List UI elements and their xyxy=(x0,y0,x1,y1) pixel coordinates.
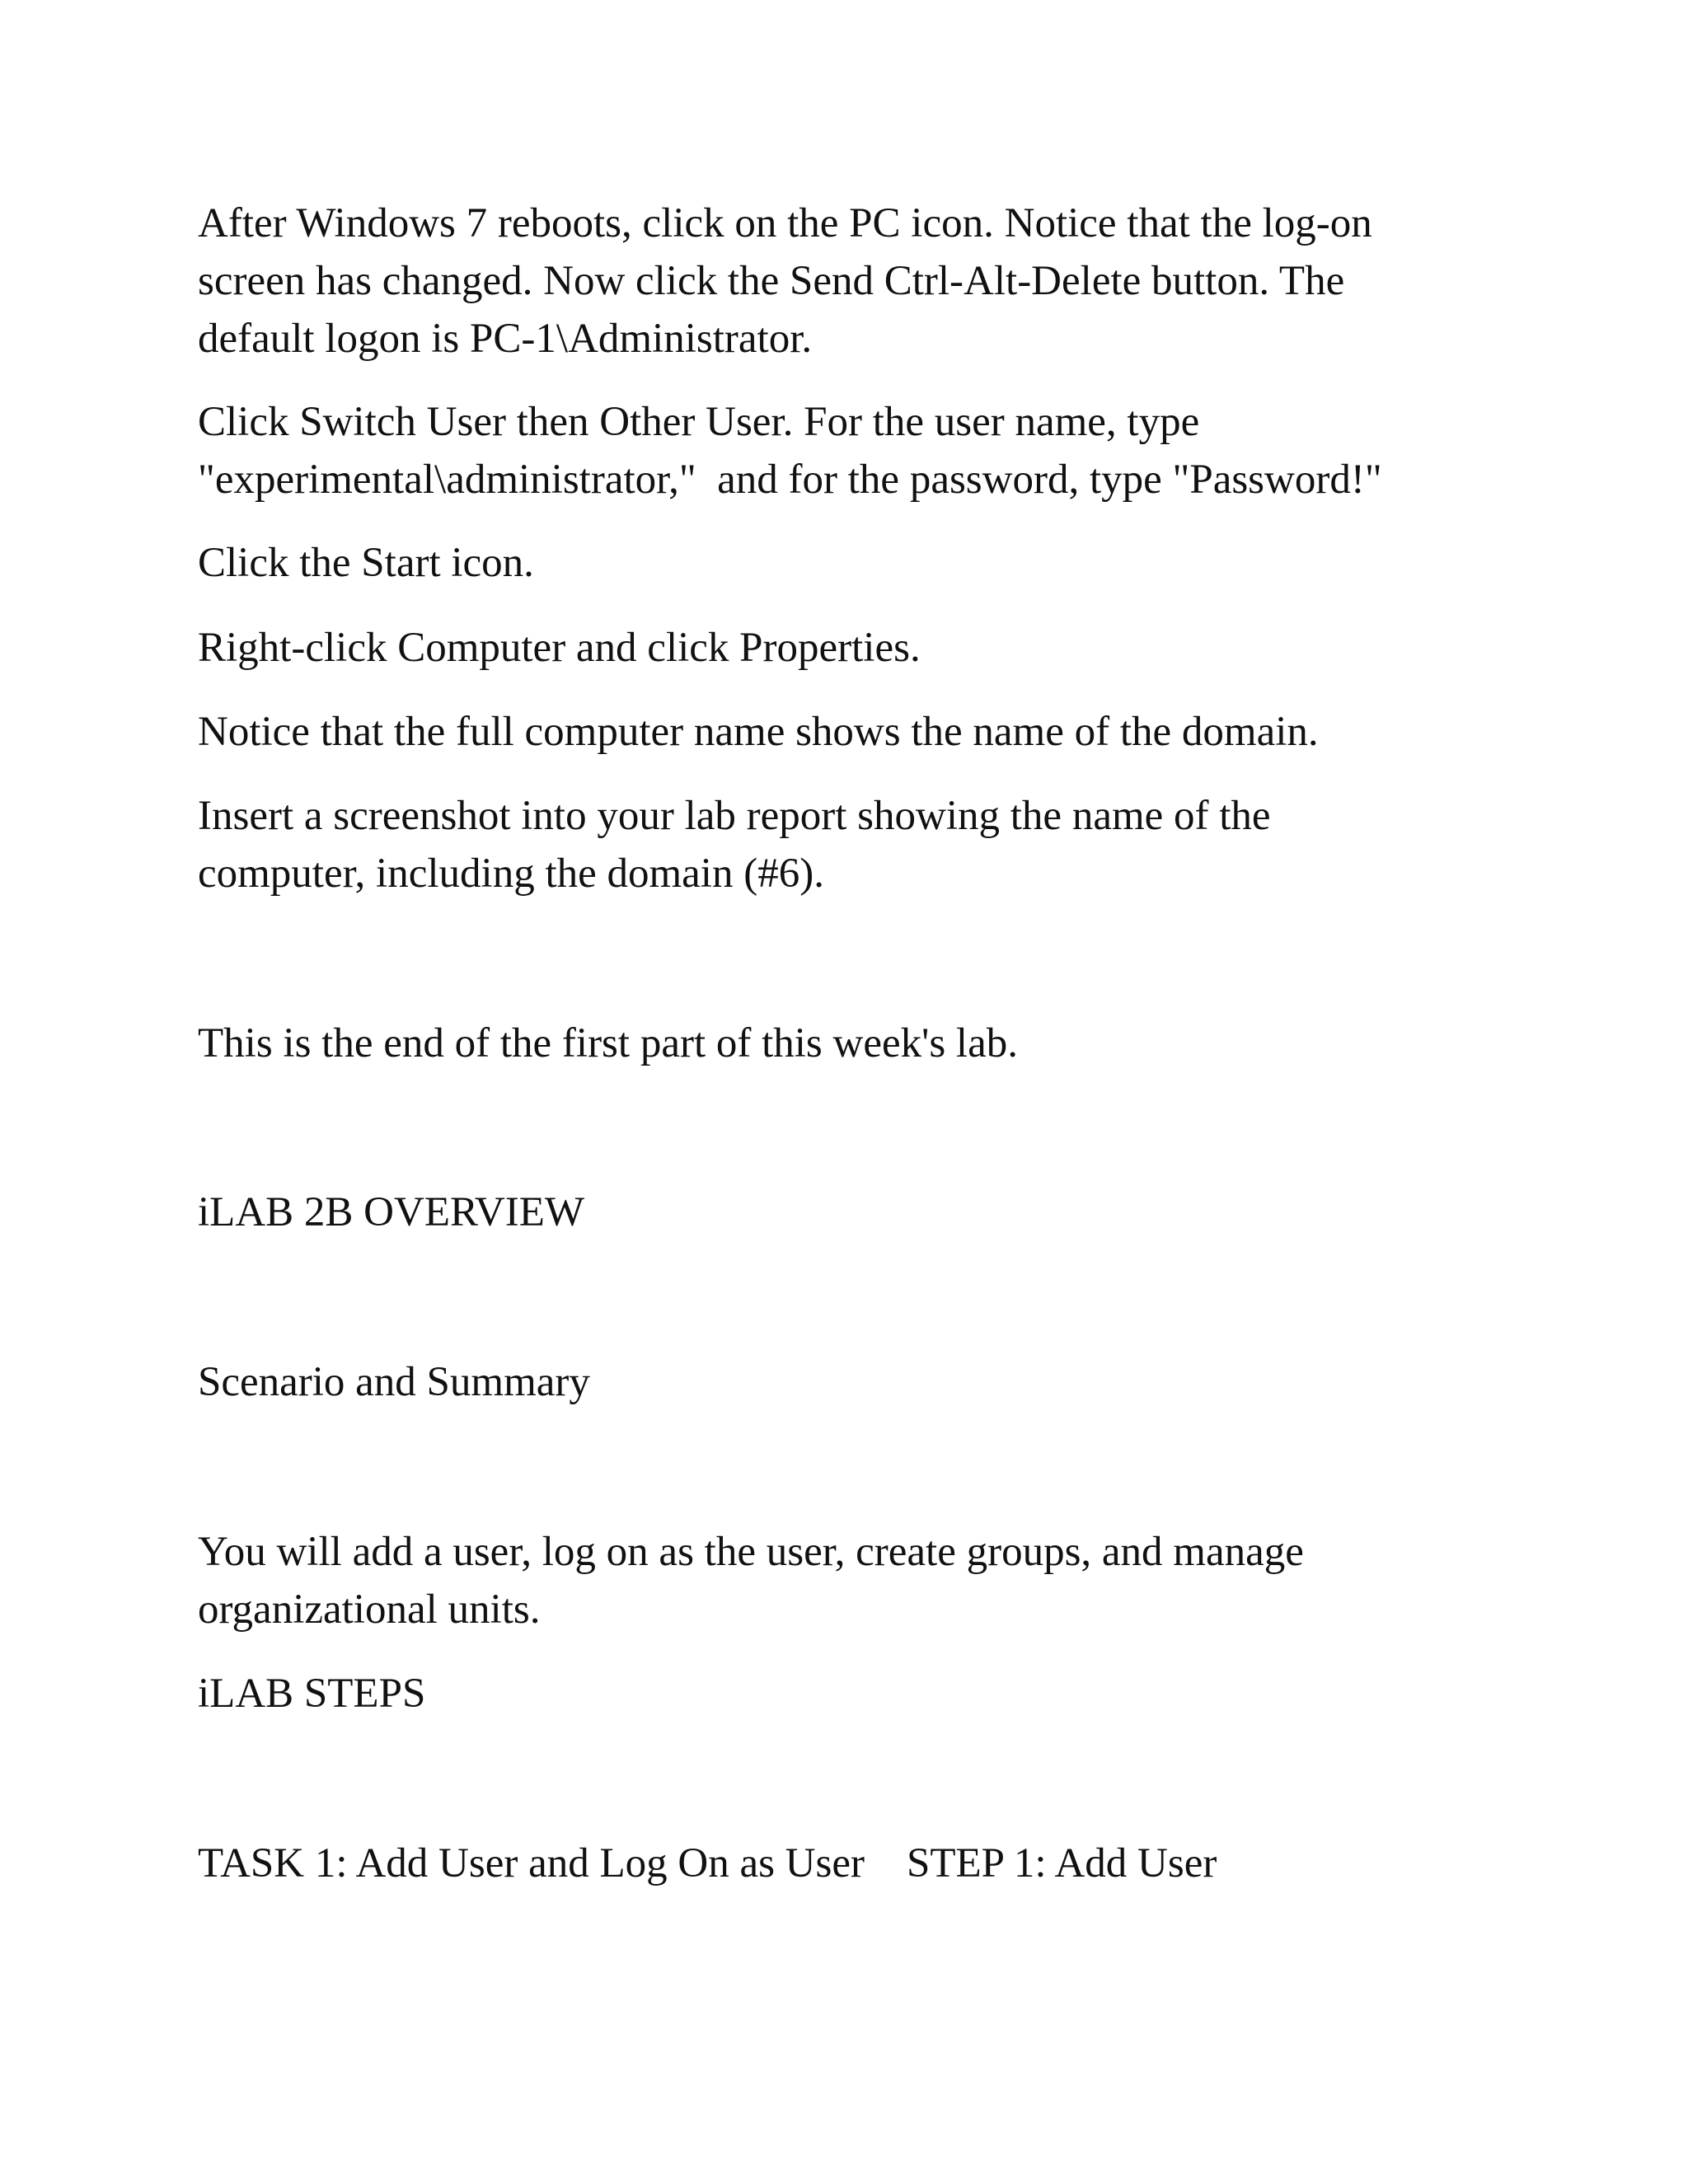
text-line: "experimental\administrator," and for the password, type "Password!" xyxy=(198,457,1382,503)
text-line: This is the end of the first part of this week's lab. xyxy=(198,1020,1018,1066)
text-line: default logon is PC-1\Administrator. xyxy=(198,316,813,362)
text-line: Click the Start icon. xyxy=(198,540,534,586)
text-line: Notice that the full computer name shows the name of the domain. xyxy=(198,709,1319,755)
text-line: Click Switch User then Other User. For the user name, type xyxy=(198,399,1200,445)
text-line: iLAB STEPS xyxy=(198,1671,426,1717)
text-line: computer, including the domain (#6). xyxy=(198,851,824,897)
text-line: You will add a user, log on as the user, create groups, and manage xyxy=(198,1529,1304,1575)
text-line: screen has changed. Now click the Send Ctrl-Alt-Delete button. The xyxy=(198,258,1345,304)
text-line: Scenario and Summary xyxy=(198,1359,590,1405)
text-line: Insert a screenshot into your lab report showing the name of the xyxy=(198,793,1271,839)
text-line: TASK 1: Add User and Log On as User STEP 1: Add User xyxy=(198,1840,1217,1886)
text-line: After Windows 7 reboots, click on the PC icon. Notice that the log-on xyxy=(198,200,1372,246)
text-line: iLAB 2B OVERVIEW xyxy=(198,1189,585,1235)
text-line: organizational units. xyxy=(198,1586,541,1633)
text-line: Right-click Computer and click Properties. xyxy=(198,625,921,671)
